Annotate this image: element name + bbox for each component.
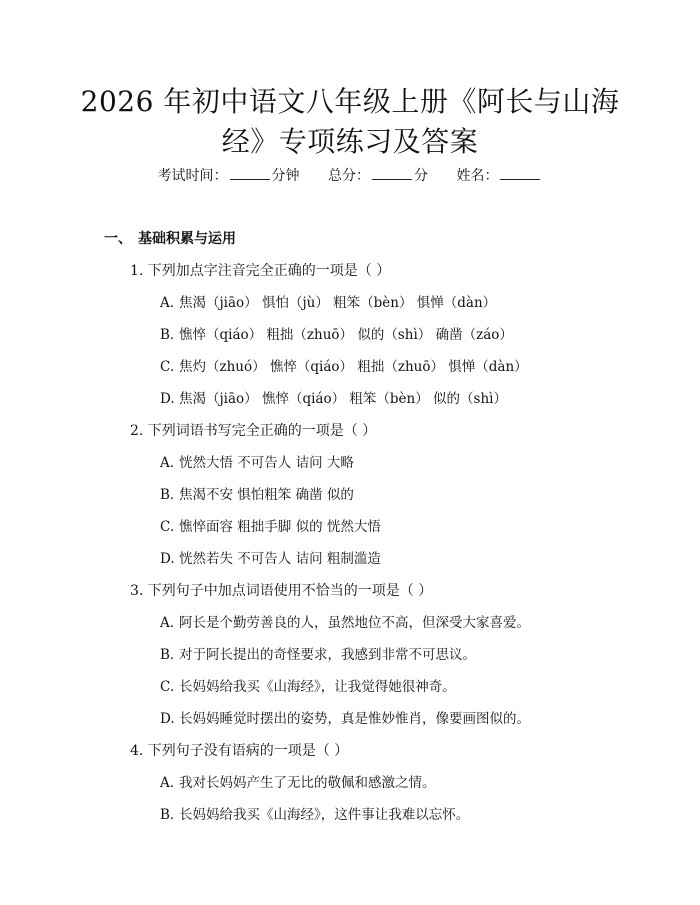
question-4-option-a	[160, 773, 436, 793]
total-score-field	[328, 166, 428, 186]
total-score-unit: 分	[414, 168, 428, 184]
option-letter: A.	[160, 775, 175, 791]
name-label: 姓名：	[456, 168, 499, 184]
question-1-option-b	[160, 325, 513, 345]
question-3-option-c	[160, 677, 456, 697]
option-letter: D.	[160, 551, 175, 567]
option-letter: B.	[160, 487, 175, 503]
option-text: 恍然大悟 不可告人 诘问 大略	[179, 455, 354, 471]
question-1-option-a	[160, 293, 496, 313]
option-text: 憔悴（qiáo） 粗拙（zhuō） 似的（shì） 确凿（záo）	[179, 327, 513, 343]
question-2-option-c	[160, 517, 381, 537]
exam-time-blank	[230, 167, 270, 180]
section-heading	[104, 228, 236, 248]
question-1-option-d	[160, 389, 507, 409]
question-2: 2. 下列词语书写完全正确的一项是（ ）	[130, 423, 377, 439]
exam-time-field	[158, 166, 300, 186]
option-letter: A.	[160, 455, 175, 471]
question-3-option-b	[160, 645, 476, 665]
question-4-option-b	[160, 805, 469, 825]
option-text: 焦渴（jiāo） 惧怕（jù） 粗笨（bèn） 惧惮（dàn）	[179, 295, 497, 311]
name-field	[456, 166, 542, 186]
question-2-option-a	[160, 453, 354, 473]
option-letter: A.	[160, 615, 175, 631]
option-text: 焦渴不安 惧怕粗笨 确凿 似的	[179, 487, 354, 503]
question-2-option-d	[160, 549, 381, 569]
option-letter: B.	[160, 647, 175, 663]
option-letter: C.	[160, 359, 175, 375]
option-letter: C.	[160, 519, 175, 535]
option-text: 对于阿长提出的奇怪要求，我感到非常不可思议。	[179, 647, 476, 663]
question-1: 1. 下列加点字注音完全正确的一项是（ ）	[130, 263, 391, 279]
option-text: 长妈妈睡觉时摆出的姿势，真是惟妙惟肖，像要画图似的。	[179, 711, 530, 727]
total-score-label: 总分：	[328, 168, 370, 184]
title-line-2: 经》专项练习及答案	[221, 125, 479, 158]
question-4: 4. 下列句子没有语病的一项是（ ）	[130, 743, 349, 759]
section-number: 一、	[104, 231, 132, 247]
option-letter: B.	[160, 807, 175, 823]
exam-time-unit: 分钟	[271, 168, 300, 184]
question-2-option-b	[160, 485, 354, 505]
question-3-option-a	[160, 613, 530, 633]
option-letter: D.	[160, 391, 175, 407]
option-letter: D.	[160, 711, 175, 727]
option-text: 长妈妈给我买《山海经》，这件事让我难以忘怀。	[179, 807, 470, 823]
name-blank	[500, 167, 540, 180]
exam-info	[0, 166, 700, 186]
section-title: 基础积累与运用	[138, 231, 236, 247]
question-3: 3. 下列句子中加点词语使用不恰当的一项是（ ）	[130, 583, 433, 599]
option-text: 焦渴（jiāo） 憔悴（qiáo） 粗笨（bèn） 似的（shì）	[179, 391, 507, 407]
option-text: 憔悴面容 粗拙手脚 似的 恍然大悟	[179, 519, 381, 535]
option-text: 阿长是个勤劳善良的人，虽然地位不高，但深受大家喜爱。	[179, 615, 530, 631]
option-letter: C.	[160, 679, 175, 695]
option-letter: A.	[160, 295, 175, 311]
option-text: 恍然若失 不可告人 诘问 粗制滥造	[179, 551, 381, 567]
question-1-option-c	[160, 357, 528, 377]
title-line-1: 2026 年初中语文八年级上册《阿长与山海	[80, 85, 620, 118]
document-title	[0, 82, 700, 162]
question-3-option-d	[160, 709, 530, 729]
exam-time-label: 考试时间：	[157, 168, 228, 184]
total-score-blank	[372, 167, 412, 180]
option-text: 我对长妈妈产生了无比的敬佩和感激之情。	[179, 775, 436, 791]
option-letter: B.	[160, 327, 175, 343]
option-text: 焦灼（zhuó） 憔悴（qiáo） 粗拙（zhuō） 惧惮（dàn）	[179, 359, 528, 375]
option-text: 长妈妈给我买《山海经》，让我觉得她很神奇。	[179, 679, 456, 695]
